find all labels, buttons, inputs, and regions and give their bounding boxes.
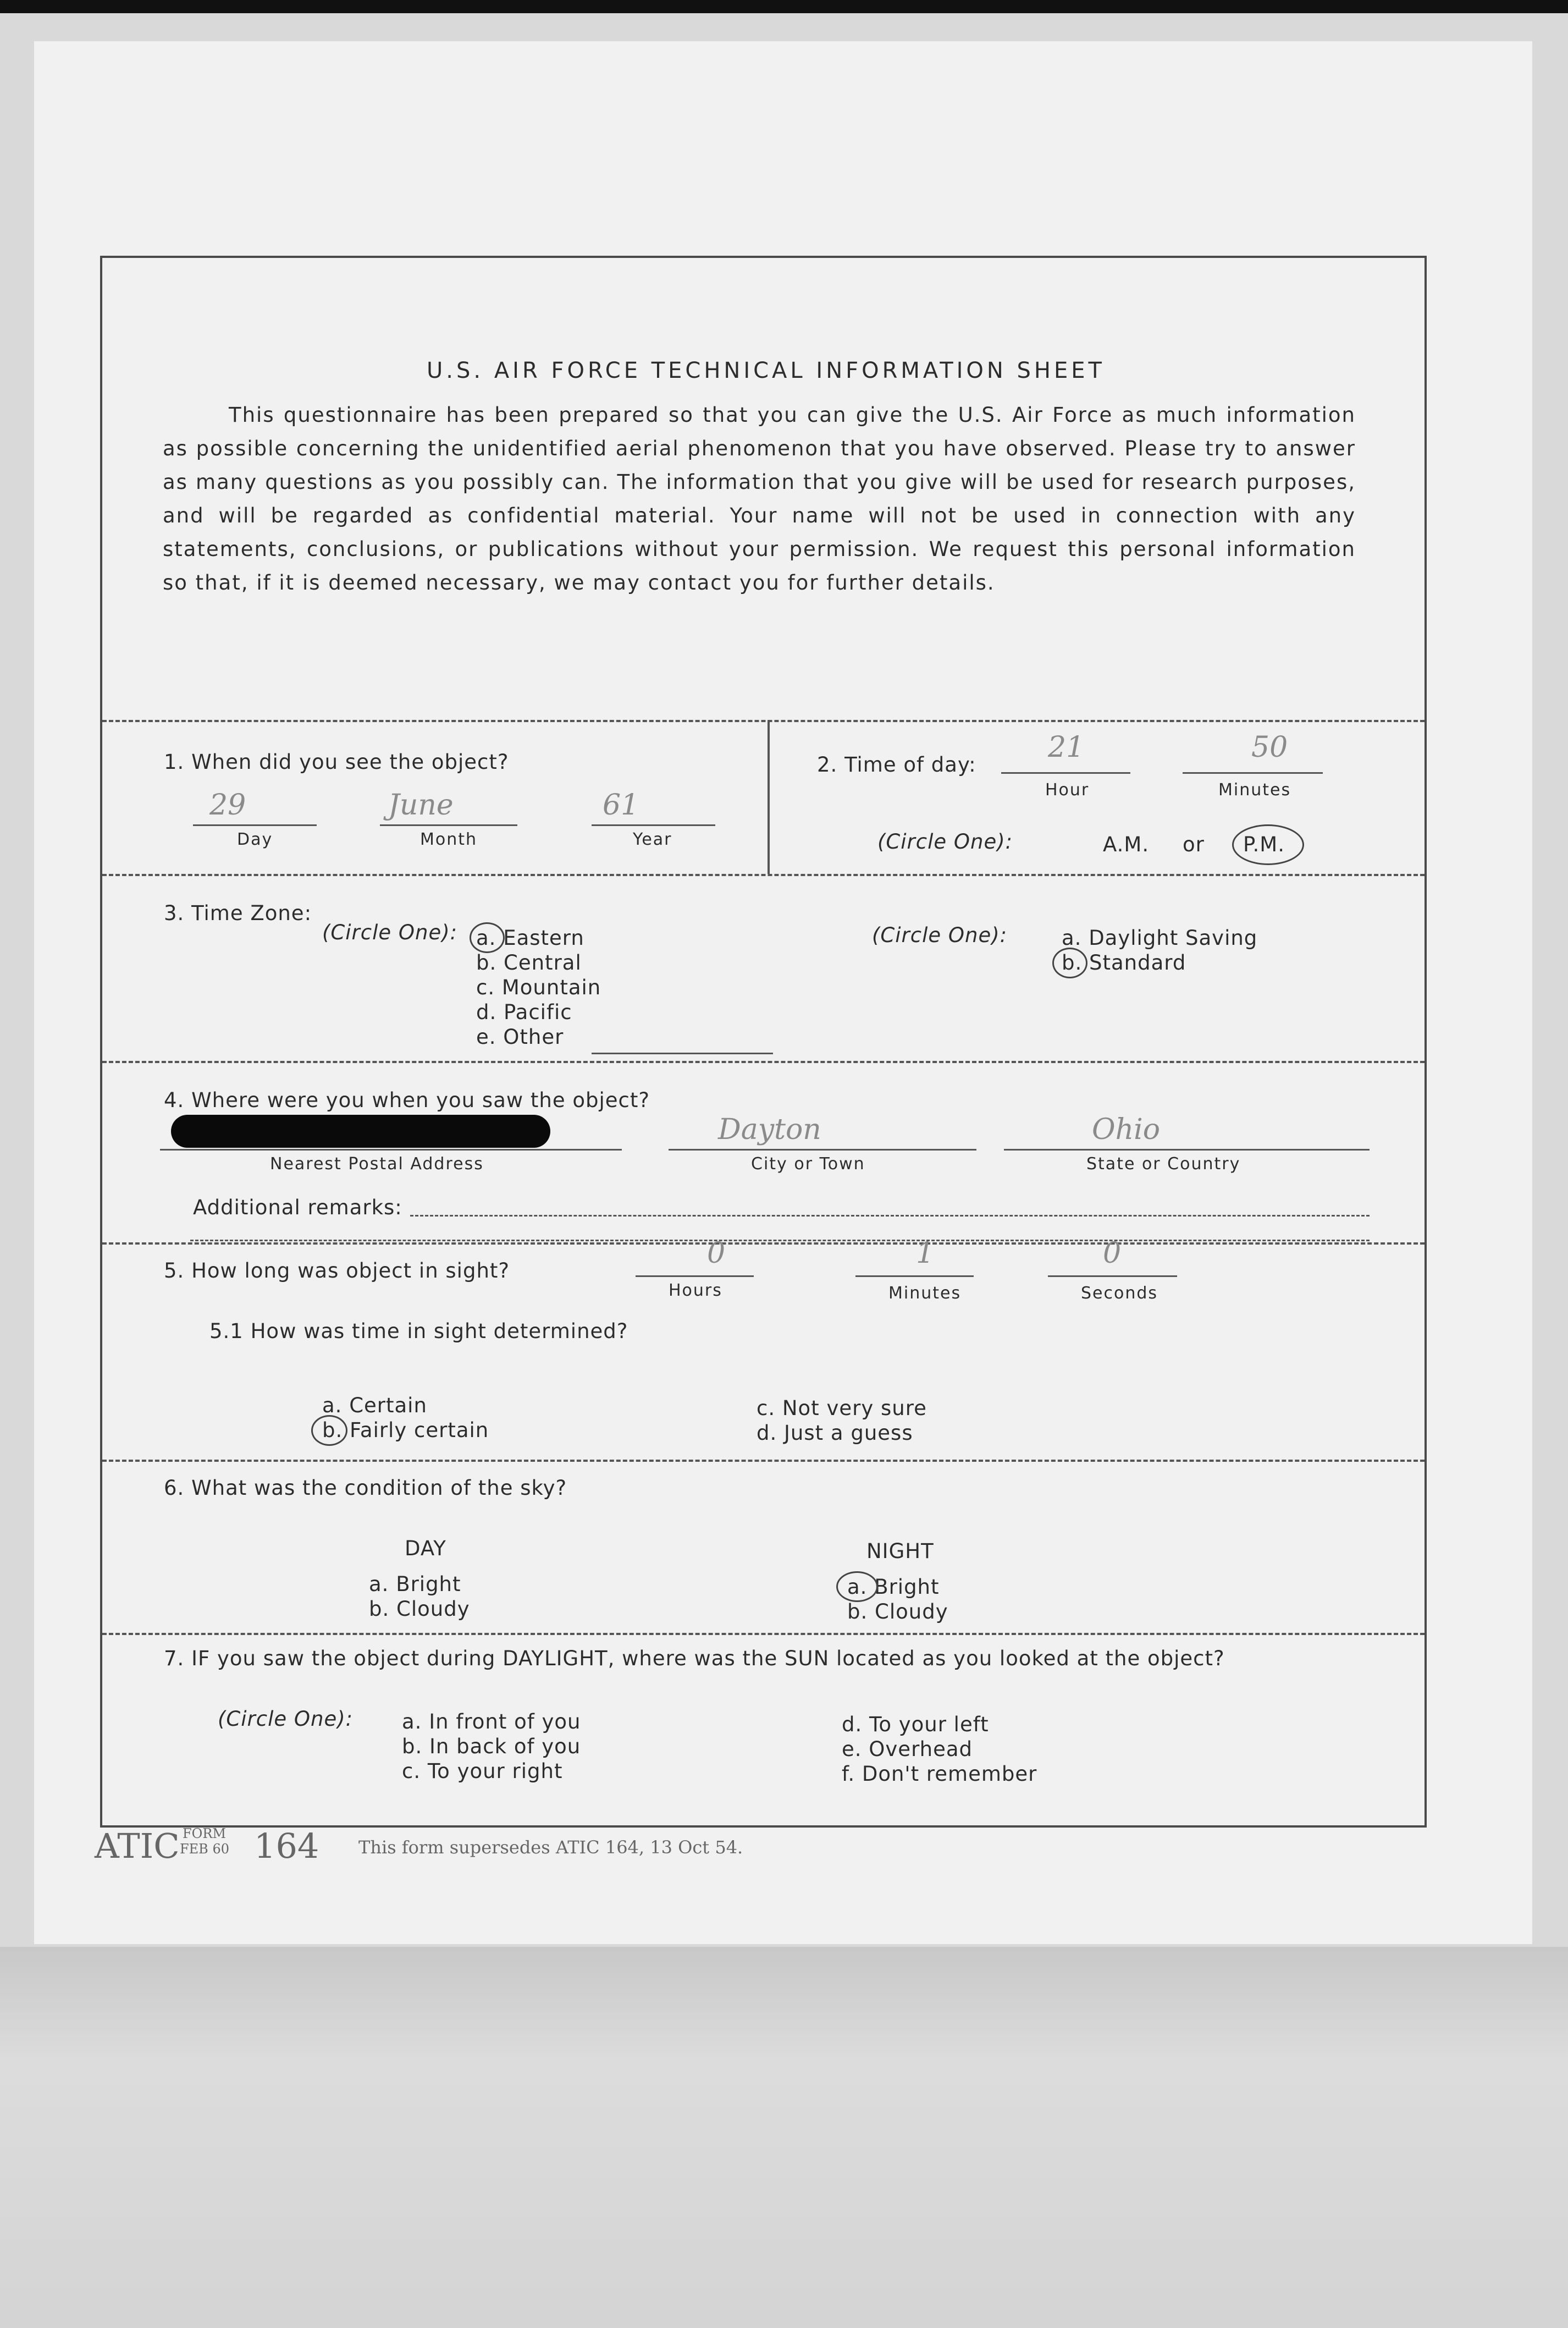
q2-hour-value: 21 [1048, 731, 1085, 764]
q5-label: 5. How long was object in sight? [164, 1259, 510, 1283]
q5-option: a. Certain [322, 1394, 427, 1417]
q4-state-caption: State or Country [1086, 1154, 1241, 1174]
q4-remarks-label: Additional remarks: [193, 1196, 402, 1219]
q2-circle-one: (Circle One): [877, 830, 1013, 854]
footer-form-number: 164 [254, 1826, 319, 1866]
q7-option: d. To your left [842, 1713, 989, 1736]
q7-option: e. Overhead [842, 1737, 973, 1761]
q3-zone-item: b. Central [476, 951, 582, 975]
footer-form-word: FORM [183, 1826, 226, 1841]
q1-month-caption: Month [420, 830, 478, 849]
q3-standard-selection-circle [1052, 948, 1087, 978]
q1-year-rule [592, 824, 715, 826]
q1-month-rule [380, 824, 517, 826]
q7-option: b. In back of you [402, 1735, 581, 1758]
q3-zone-item: d. Pacific [476, 1000, 572, 1024]
q2-minutes-caption: Minutes [1218, 780, 1291, 800]
q2-label: 2. Time of day: [817, 753, 976, 777]
q5-sub-label: 5.1 How was time in sight determined? [209, 1319, 628, 1343]
q5-hours-caption: Hours [669, 1281, 722, 1300]
q3-zone-item: e. Other [476, 1025, 564, 1049]
q4-city-caption: City or Town [751, 1154, 865, 1174]
scan-bottom-area [0, 1947, 1568, 2328]
q5-fairly-certain-selection-circle [311, 1415, 347, 1446]
divider-q1-q2 [768, 720, 770, 874]
divider-header [102, 720, 1425, 722]
divider-q7 [102, 1633, 1425, 1635]
q6-night-option: b. Cloudy [847, 1600, 948, 1623]
technical-information-form [100, 256, 1427, 1828]
q5-seconds-rule [1048, 1275, 1177, 1277]
q6-night-option: a. Bright [847, 1575, 940, 1599]
q4-remarks-rule-2 [190, 1240, 1370, 1241]
q1-day-value: 29 [209, 789, 246, 822]
q5-option: d. Just a guess [757, 1421, 913, 1445]
q6-day-option: a. Bright [369, 1572, 461, 1596]
q2-minutes-rule [1183, 772, 1323, 774]
q5-seconds-caption: Seconds [1081, 1284, 1158, 1303]
q5-option: c. Not very sure [757, 1396, 927, 1420]
q7-circle-one: (Circle One): [218, 1707, 354, 1731]
q1-year-caption: Year [633, 830, 672, 849]
q2-minutes-value: 50 [1251, 731, 1288, 764]
q5-option: b. Fairly certain [322, 1418, 489, 1442]
q4-state-rule [1004, 1149, 1370, 1151]
footer-form-id: ATIC [95, 1826, 180, 1866]
q2-hour-caption: Hour [1045, 780, 1090, 800]
q6-label: 6. What was the condition of the sky? [164, 1476, 567, 1500]
q7-label: 7. IF you saw the object during DAYLIGHT, where was the SUN located as you looked at the object? [164, 1647, 1225, 1670]
footer-supersedes: This form supersedes ATIC 164, 13 Oct 54. [358, 1837, 743, 1858]
q5-seconds-value: 0 [1103, 1237, 1122, 1270]
form-title: U.S. AIR FORCE TECHNICAL INFORMATION SHEET [427, 358, 1105, 383]
q2-am-option: A.M. [1103, 833, 1150, 856]
divider-q6 [102, 1460, 1425, 1462]
q1-month-value: June [388, 789, 454, 822]
q3-zone-item: a. Eastern [476, 926, 584, 950]
q3-zone-item: c. Mountain [476, 976, 601, 999]
q3-saving-item: a. Daylight Saving [1062, 926, 1258, 950]
divider-q3 [102, 874, 1425, 876]
q4-city-rule [669, 1149, 976, 1151]
q3-other-rule [592, 1053, 773, 1054]
document-sheet [34, 41, 1532, 1944]
q6-night-bright-selection-circle [836, 1571, 878, 1602]
q4-address-rule [160, 1149, 622, 1151]
q5-hours-value: 0 [707, 1237, 726, 1270]
q5-minutes-rule [855, 1275, 974, 1277]
q1-label: 1. When did you see the object? [164, 750, 509, 774]
q4-state-value: Ohio [1092, 1113, 1161, 1146]
q4-label: 4. Where were you when you saw the object? [164, 1088, 650, 1112]
divider-q5 [102, 1242, 1425, 1245]
form-intro: This questionnaire has been prepared so that you can give the U.S. Air Force as much information as possible concerning the unidentified aerial phenomenon that you have observed. Please try to answer as many questions as you possibly can. The information that you give will be used for research purposes, and will be regarded as confidential material. Your name will not be used in connection with any statements, conclusions, or publications without your permission. We request this personal information so that, if it is deemed necessary, we may contact you for further details. [163, 403, 1356, 595]
q7-option: a. In front of you [402, 1710, 581, 1733]
q4-city-value: Dayton [718, 1113, 821, 1146]
q2-pm-selection-circle [1232, 824, 1304, 865]
divider-q4 [102, 1061, 1425, 1063]
q6-night-heading: NIGHT [866, 1539, 934, 1563]
redaction-bar [171, 1115, 550, 1148]
q6-day-option: b. Cloudy [369, 1597, 470, 1621]
q3-saving-item: b. Standard [1062, 951, 1186, 975]
q7-option: c. To your right [402, 1759, 563, 1783]
q3-circle-one-zone: (Circle One): [322, 921, 458, 944]
q4-address-caption: Nearest Postal Address [270, 1154, 484, 1174]
q5-hours-rule [636, 1275, 754, 1277]
q3-eastern-selection-circle [470, 922, 505, 953]
q1-day-rule [193, 824, 317, 826]
q7-option: f. Don't remember [842, 1762, 1037, 1786]
q1-day-caption: Day [237, 830, 273, 849]
q3-circle-one-saving: (Circle One): [872, 923, 1008, 947]
q5-minutes-value: 1 [916, 1237, 935, 1270]
q1-year-value: 61 [603, 789, 639, 822]
q2-or: or [1183, 833, 1205, 856]
footer-form-date: FEB 60 [180, 1841, 229, 1857]
q5-minutes-caption: Minutes [888, 1284, 962, 1303]
q3-label: 3. Time Zone: [164, 901, 312, 925]
q2-hour-rule [1001, 772, 1130, 774]
q4-remarks-rule-1 [410, 1215, 1370, 1217]
q2-pm-option: P.M. [1243, 833, 1285, 856]
q6-day-heading: DAY [405, 1537, 446, 1560]
scan-top-edge [0, 0, 1568, 13]
